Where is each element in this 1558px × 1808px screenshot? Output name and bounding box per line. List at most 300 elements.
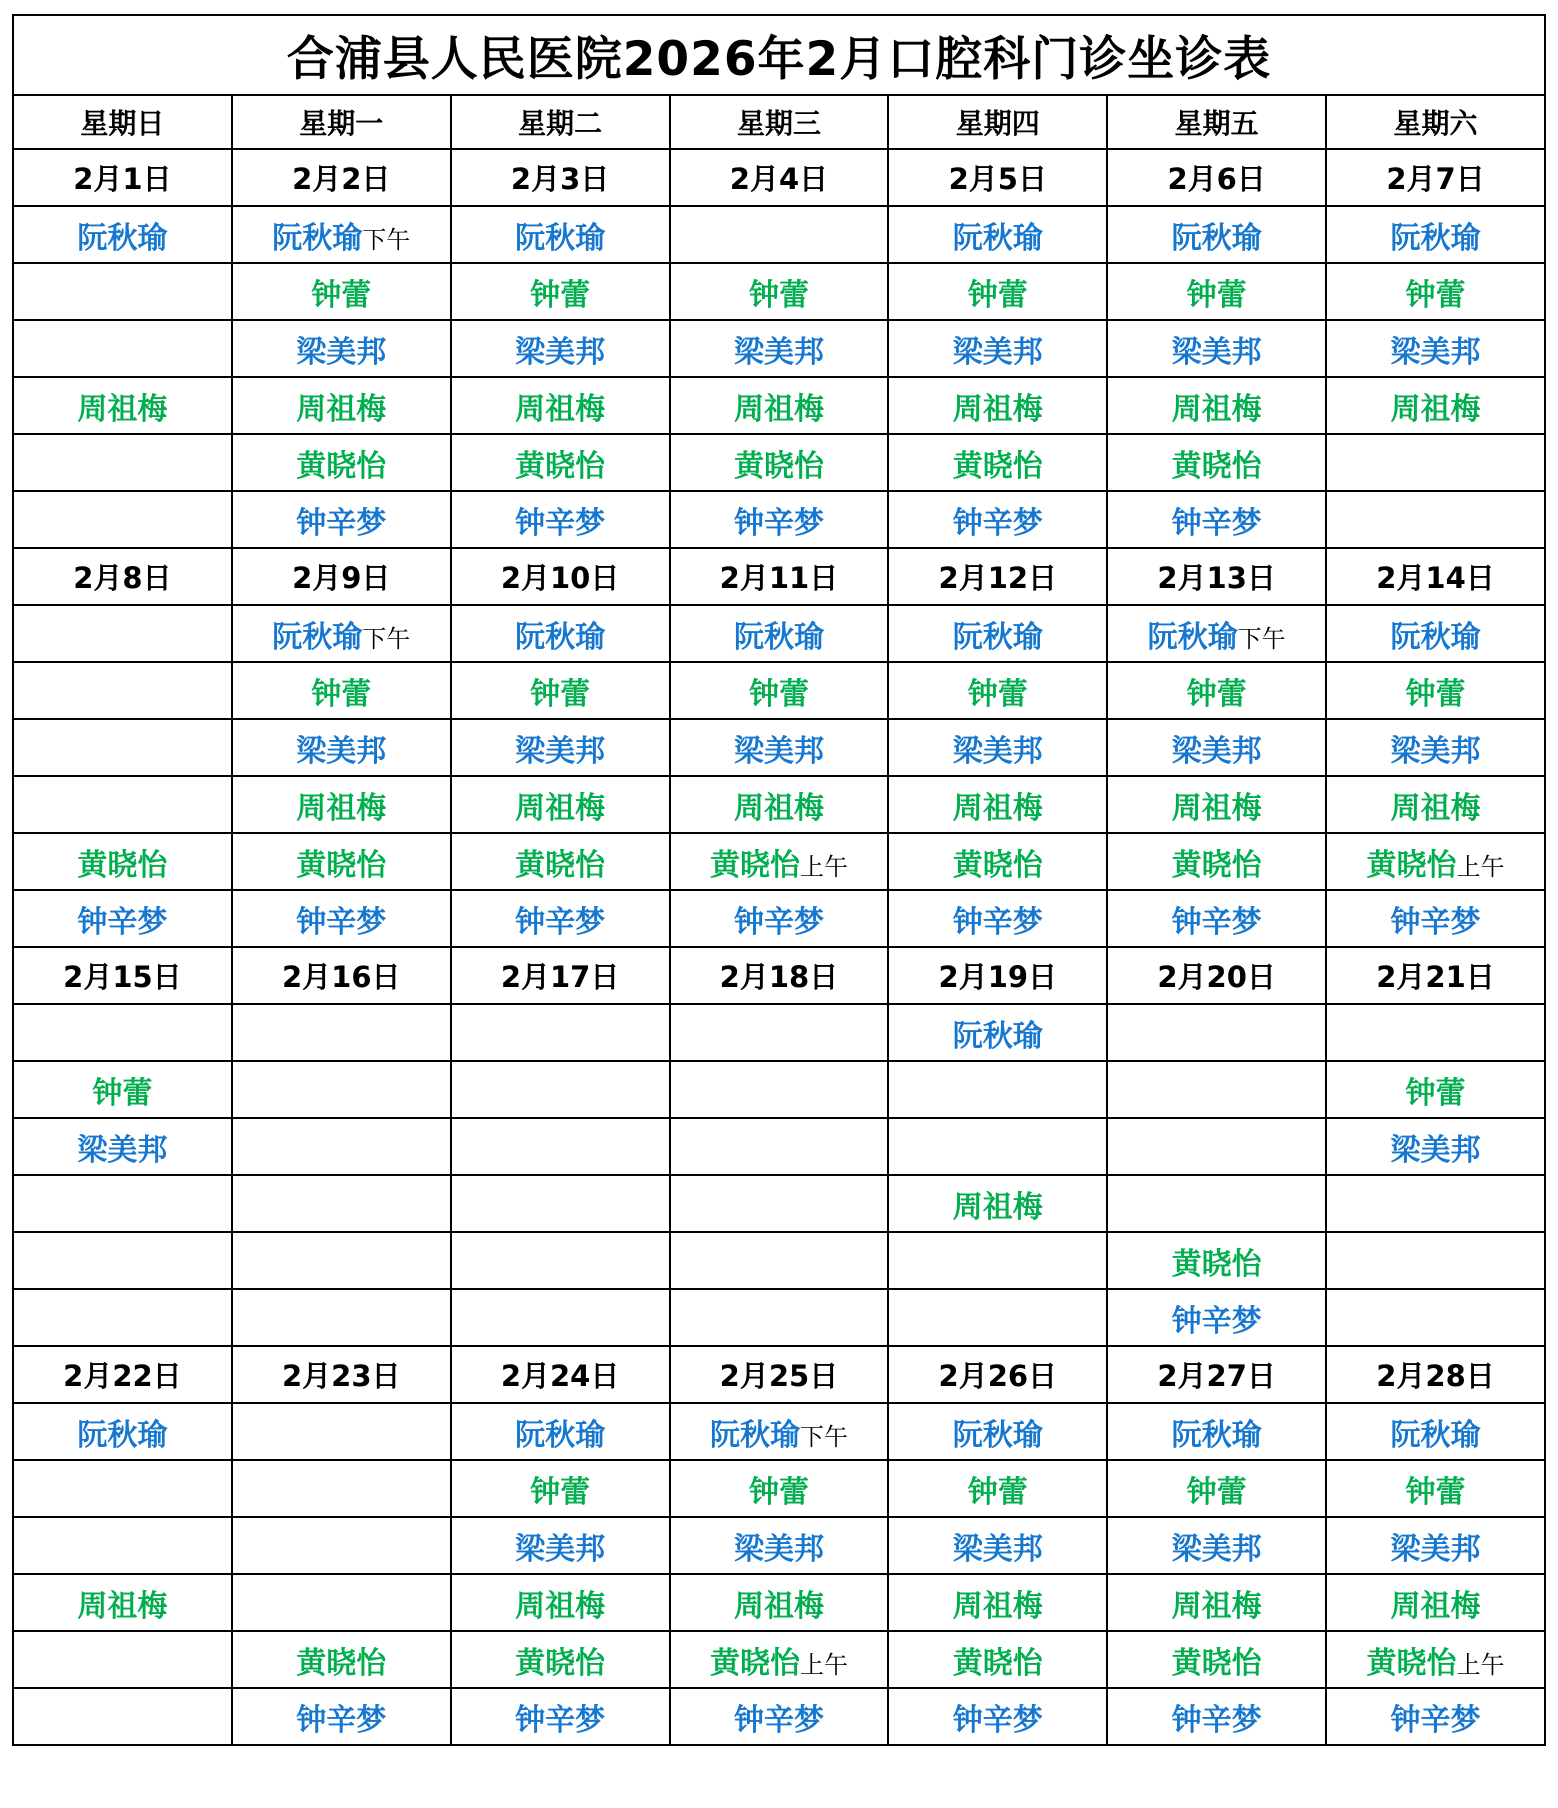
empty-cell <box>670 1118 889 1175</box>
doctor-name: 周祖梅 <box>952 1588 1043 1624</box>
doctor-name: 钟蕾 <box>530 277 591 313</box>
doctor-cell <box>1326 1460 1545 1517</box>
doctor-cell <box>888 434 1107 491</box>
doctor-name: 黄晓怡 <box>515 847 606 883</box>
doctor-cell <box>451 1574 670 1631</box>
doctor-cell <box>1326 1574 1545 1631</box>
doctor-name: 周祖梅 <box>952 1189 1043 1225</box>
doctor-name: 周祖梅 <box>1171 1588 1262 1624</box>
empty-cell <box>1107 1004 1326 1061</box>
date-cell: 2月15日 <box>13 947 232 1004</box>
doctor-name: 钟蕾 <box>311 277 372 313</box>
doctor-name: 黄晓怡 <box>296 1645 387 1681</box>
doctor-name: 周祖梅 <box>733 1588 824 1624</box>
doctor-cell <box>451 206 670 263</box>
date-cell: 2月28日 <box>1326 1346 1545 1403</box>
date-cell: 2月20日 <box>1107 947 1326 1004</box>
date-cell: 2月1日 <box>13 149 232 206</box>
doctor-cell <box>888 1517 1107 1574</box>
doctor-cell <box>232 719 451 776</box>
doctor-cell <box>670 1574 889 1631</box>
doctor-name: 梁美邦 <box>733 334 824 370</box>
doctor-name: 黄晓怡 <box>515 1645 606 1681</box>
doctor-name: 钟辛梦 <box>952 904 1043 940</box>
doctor-name: 周祖梅 <box>952 790 1043 826</box>
doctor-cell <box>670 605 889 662</box>
empty-cell <box>13 776 232 833</box>
doctor-cell <box>888 320 1107 377</box>
doctor-cell <box>232 833 451 890</box>
doctor-name: 阮秋瑜 <box>272 220 363 256</box>
doctor-cell <box>232 320 451 377</box>
doctor-name: 梁美邦 <box>952 334 1043 370</box>
doctor-name: 周祖梅 <box>1390 790 1481 826</box>
doctor-cell <box>670 263 889 320</box>
empty-cell <box>888 1289 1107 1346</box>
date-cell: 2月16日 <box>232 947 451 1004</box>
doctor-name: 钟蕾 <box>1186 676 1247 712</box>
doctor-name: 黄晓怡 <box>77 847 168 883</box>
doctor-name: 钟辛梦 <box>1171 1702 1262 1738</box>
weekday-header-wednesday: 星期三 <box>670 95 889 149</box>
doctor-name: 梁美邦 <box>1171 733 1262 769</box>
doctor-cell <box>1326 1631 1545 1688</box>
doctor-cell <box>670 776 889 833</box>
doctor-cell <box>1107 320 1326 377</box>
doctor-name: 黄晓怡 <box>952 1645 1043 1681</box>
doctor-name: 阮秋瑜 <box>515 220 606 256</box>
doctor-cell <box>1107 662 1326 719</box>
doctor-name: 阮秋瑜 <box>1390 1417 1481 1453</box>
doctor-name: 钟辛梦 <box>1171 505 1262 541</box>
doctor-cell <box>13 1574 232 1631</box>
session-label: 下午 <box>799 1422 848 1451</box>
empty-cell <box>232 1232 451 1289</box>
empty-cell <box>13 719 232 776</box>
doctor-cell <box>670 662 889 719</box>
doctor-name: 梁美邦 <box>515 1531 606 1567</box>
empty-cell <box>232 1574 451 1631</box>
doctor-name: 钟蕾 <box>1405 1075 1466 1111</box>
doctor-cell <box>451 1688 670 1745</box>
doctor-row <box>13 1118 1545 1175</box>
doctor-name: 钟蕾 <box>967 676 1028 712</box>
doctor-cell <box>1107 377 1326 434</box>
doctor-name: 周祖梅 <box>1171 391 1262 427</box>
empty-cell <box>13 491 232 548</box>
doctor-row <box>13 1574 1545 1631</box>
doctor-name: 梁美邦 <box>1390 1531 1481 1567</box>
doctor-row <box>13 1517 1545 1574</box>
doctor-cell <box>1326 263 1545 320</box>
doctor-row <box>13 776 1545 833</box>
doctor-name: 黄晓怡 <box>296 847 387 883</box>
doctor-name: 梁美邦 <box>296 334 387 370</box>
date-cell: 2月27日 <box>1107 1346 1326 1403</box>
doctor-name: 钟蕾 <box>311 676 372 712</box>
doctor-row <box>13 320 1545 377</box>
doctor-cell <box>888 890 1107 947</box>
doctor-cell <box>1107 1289 1326 1346</box>
doctor-name: 梁美邦 <box>1390 1132 1481 1168</box>
doctor-cell <box>670 320 889 377</box>
empty-cell <box>13 320 232 377</box>
doctor-cell <box>1326 377 1545 434</box>
doctor-cell <box>1326 605 1545 662</box>
doctor-row <box>13 1460 1545 1517</box>
doctor-cell <box>670 719 889 776</box>
session-label: 下午 <box>362 624 411 653</box>
doctor-name: 钟蕾 <box>748 277 809 313</box>
date-cell: 2月3日 <box>451 149 670 206</box>
doctor-name: 周祖梅 <box>515 790 606 826</box>
doctor-name: 阮秋瑜 <box>77 220 168 256</box>
doctor-row <box>13 1175 1545 1232</box>
doctor-cell <box>888 263 1107 320</box>
date-cell: 2月17日 <box>451 947 670 1004</box>
doctor-name: 钟辛梦 <box>733 1702 824 1738</box>
doctor-name: 钟辛梦 <box>733 904 824 940</box>
doctor-cell <box>232 1631 451 1688</box>
doctor-name: 周祖梅 <box>1171 790 1262 826</box>
doctor-name: 钟辛梦 <box>1171 1303 1262 1339</box>
session-label: 上午 <box>799 852 848 881</box>
doctor-name: 钟蕾 <box>967 277 1028 313</box>
doctor-name: 周祖梅 <box>733 790 824 826</box>
doctor-row <box>13 1061 1545 1118</box>
doctor-name: 钟辛梦 <box>515 1702 606 1738</box>
doctor-cell <box>1326 719 1545 776</box>
doctor-name: 钟蕾 <box>1186 277 1247 313</box>
date-cell: 2月24日 <box>451 1346 670 1403</box>
doctor-cell <box>451 1403 670 1460</box>
doctor-name: 阮秋瑜 <box>515 619 606 655</box>
doctor-cell <box>1326 776 1545 833</box>
empty-cell <box>232 1061 451 1118</box>
date-cell: 2月7日 <box>1326 149 1545 206</box>
doctor-cell <box>670 1460 889 1517</box>
doctor-cell <box>888 662 1107 719</box>
doctor-name: 梁美邦 <box>296 733 387 769</box>
doctor-cell <box>1326 206 1545 263</box>
schedule-body <box>13 149 1545 1745</box>
empty-cell <box>232 1460 451 1517</box>
doctor-cell <box>1107 833 1326 890</box>
doctor-cell <box>888 1175 1107 1232</box>
doctor-cell <box>888 1403 1107 1460</box>
empty-cell <box>670 1061 889 1118</box>
empty-cell <box>1326 434 1545 491</box>
doctor-cell <box>1326 1403 1545 1460</box>
doctor-cell <box>451 890 670 947</box>
doctor-cell <box>1107 263 1326 320</box>
doctor-cell <box>1326 890 1545 947</box>
doctor-cell <box>670 1517 889 1574</box>
doctor-cell <box>1107 1688 1326 1745</box>
doctor-cell <box>1107 1403 1326 1460</box>
doctor-cell <box>1107 206 1326 263</box>
doctor-name: 梁美邦 <box>1171 334 1262 370</box>
weekday-header-tuesday: 星期二 <box>451 95 670 149</box>
doctor-cell <box>1107 434 1326 491</box>
doctor-cell <box>451 776 670 833</box>
doctor-cell <box>232 776 451 833</box>
doctor-name: 钟蕾 <box>967 1474 1028 1510</box>
doctor-name: 钟辛梦 <box>952 505 1043 541</box>
doctor-name: 阮秋瑜 <box>515 1417 606 1453</box>
doctor-cell <box>1107 1631 1326 1688</box>
doctor-cell <box>888 206 1107 263</box>
doctor-cell <box>451 491 670 548</box>
doctor-cell <box>1326 833 1545 890</box>
empty-cell <box>451 1175 670 1232</box>
doctor-name: 黄晓怡 <box>709 847 800 883</box>
date-cell: 2月13日 <box>1107 548 1326 605</box>
session-label: 上午 <box>1456 852 1505 881</box>
date-row <box>13 548 1545 605</box>
date-cell: 2月9日 <box>232 548 451 605</box>
doctor-name: 周祖梅 <box>1390 1588 1481 1624</box>
doctor-name: 梁美邦 <box>77 1132 168 1168</box>
doctor-name: 周祖梅 <box>952 391 1043 427</box>
empty-cell <box>232 1004 451 1061</box>
doctor-cell <box>670 1403 889 1460</box>
weekday-header-sunday: 星期日 <box>13 95 232 149</box>
doctor-cell <box>13 377 232 434</box>
empty-cell <box>13 605 232 662</box>
doctor-name: 梁美邦 <box>1390 334 1481 370</box>
doctor-cell <box>232 263 451 320</box>
doctor-name: 周祖梅 <box>1390 391 1481 427</box>
doctor-row <box>13 833 1545 890</box>
doctor-name: 阮秋瑜 <box>1147 619 1238 655</box>
date-row <box>13 1346 1545 1403</box>
doctor-cell <box>232 605 451 662</box>
doctor-name: 黄晓怡 <box>952 847 1043 883</box>
doctor-cell <box>1107 1460 1326 1517</box>
doctor-cell <box>670 377 889 434</box>
doctor-name: 钟蕾 <box>748 676 809 712</box>
doctor-cell <box>13 833 232 890</box>
empty-cell <box>1107 1061 1326 1118</box>
empty-cell <box>232 1175 451 1232</box>
empty-cell <box>13 1232 232 1289</box>
date-cell: 2月23日 <box>232 1346 451 1403</box>
empty-cell <box>451 1004 670 1061</box>
doctor-cell <box>451 605 670 662</box>
empty-cell <box>451 1232 670 1289</box>
empty-cell <box>888 1118 1107 1175</box>
doctor-cell <box>451 434 670 491</box>
doctor-name: 钟辛梦 <box>515 505 606 541</box>
title-row <box>13 15 1545 95</box>
doctor-cell <box>451 377 670 434</box>
doctor-name: 钟蕾 <box>530 1474 591 1510</box>
doctor-name: 钟辛梦 <box>1390 904 1481 940</box>
doctor-cell <box>232 1688 451 1745</box>
doctor-cell <box>451 320 670 377</box>
doctor-cell <box>888 1004 1107 1061</box>
date-cell: 2月25日 <box>670 1346 889 1403</box>
date-cell: 2月2日 <box>232 149 451 206</box>
doctor-cell <box>451 833 670 890</box>
doctor-name: 钟蕾 <box>1405 676 1466 712</box>
empty-cell <box>13 1289 232 1346</box>
doctor-cell <box>232 206 451 263</box>
doctor-row <box>13 1688 1545 1745</box>
empty-cell <box>13 1460 232 1517</box>
empty-cell <box>13 434 232 491</box>
empty-cell <box>670 1289 889 1346</box>
doctor-name: 黄晓怡 <box>709 1645 800 1681</box>
doctor-name: 阮秋瑜 <box>952 619 1043 655</box>
weekday-header-saturday: 星期六 <box>1326 95 1545 149</box>
doctor-name: 黄晓怡 <box>733 448 824 484</box>
weekday-header-monday: 星期一 <box>232 95 451 149</box>
doctor-cell <box>1107 776 1326 833</box>
empty-cell <box>1107 1118 1326 1175</box>
doctor-row <box>13 263 1545 320</box>
doctor-name: 周祖梅 <box>733 391 824 427</box>
date-cell: 2月11日 <box>670 548 889 605</box>
doctor-name: 周祖梅 <box>77 1588 168 1624</box>
doctor-cell <box>1326 1688 1545 1745</box>
session-label: 上午 <box>1456 1650 1505 1679</box>
doctor-cell <box>670 491 889 548</box>
doctor-cell <box>13 1118 232 1175</box>
empty-cell <box>13 1004 232 1061</box>
doctor-cell <box>1107 1574 1326 1631</box>
doctor-name: 黄晓怡 <box>1171 448 1262 484</box>
doctor-cell <box>451 719 670 776</box>
doctor-name: 钟蕾 <box>92 1075 153 1111</box>
doctor-name: 梁美邦 <box>733 1531 824 1567</box>
doctor-cell <box>13 206 232 263</box>
doctor-cell <box>888 1688 1107 1745</box>
doctor-name: 阮秋瑜 <box>952 220 1043 256</box>
doctor-name: 钟辛梦 <box>296 505 387 541</box>
doctor-name: 阮秋瑜 <box>272 619 363 655</box>
doctor-row <box>13 206 1545 263</box>
date-cell: 2月10日 <box>451 548 670 605</box>
doctor-row <box>13 1403 1545 1460</box>
doctor-name: 钟蕾 <box>1405 1474 1466 1510</box>
doctor-name: 周祖梅 <box>515 1588 606 1624</box>
doctor-name: 梁美邦 <box>952 733 1043 769</box>
empty-cell <box>670 1232 889 1289</box>
doctor-name: 梁美邦 <box>1171 1531 1262 1567</box>
doctor-row <box>13 377 1545 434</box>
doctor-row <box>13 1004 1545 1061</box>
schedule-table <box>12 14 1546 1746</box>
doctor-name: 阮秋瑜 <box>1390 220 1481 256</box>
session-label: 下午 <box>1237 624 1286 653</box>
doctor-name: 钟蕾 <box>748 1474 809 1510</box>
doctor-name: 梁美邦 <box>1390 733 1481 769</box>
doctor-row <box>13 890 1545 947</box>
doctor-cell <box>1107 719 1326 776</box>
doctor-cell <box>670 434 889 491</box>
doctor-cell <box>1326 1118 1545 1175</box>
doctor-cell <box>1107 1232 1326 1289</box>
doctor-cell <box>451 1460 670 1517</box>
doctor-cell <box>888 1460 1107 1517</box>
doctor-cell <box>451 263 670 320</box>
empty-cell <box>888 1232 1107 1289</box>
doctor-cell <box>232 434 451 491</box>
empty-cell <box>670 1175 889 1232</box>
doctor-name: 黄晓怡 <box>296 448 387 484</box>
doctor-name: 周祖梅 <box>296 790 387 826</box>
doctor-row <box>13 1289 1545 1346</box>
doctor-cell <box>888 491 1107 548</box>
doctor-cell <box>888 1631 1107 1688</box>
doctor-cell <box>13 890 232 947</box>
doctor-cell <box>451 662 670 719</box>
empty-cell <box>670 206 889 263</box>
date-cell: 2月19日 <box>888 947 1107 1004</box>
date-cell: 2月21日 <box>1326 947 1545 1004</box>
doctor-cell <box>451 1631 670 1688</box>
doctor-name: 钟辛梦 <box>515 904 606 940</box>
date-cell: 2月6日 <box>1107 149 1326 206</box>
doctor-cell <box>232 491 451 548</box>
doctor-name: 钟辛梦 <box>296 1702 387 1738</box>
doctor-cell <box>1107 890 1326 947</box>
doctor-row <box>13 491 1545 548</box>
empty-cell <box>13 1517 232 1574</box>
doctor-name: 钟辛梦 <box>77 904 168 940</box>
doctor-cell <box>670 1688 889 1745</box>
doctor-name: 梁美邦 <box>515 733 606 769</box>
doctor-name: 黄晓怡 <box>1366 1645 1457 1681</box>
doctor-cell <box>232 890 451 947</box>
empty-cell <box>13 662 232 719</box>
doctor-cell <box>1326 1517 1545 1574</box>
doctor-cell <box>451 1517 670 1574</box>
doctor-cell <box>888 377 1107 434</box>
doctor-name: 黄晓怡 <box>1171 847 1262 883</box>
date-cell: 2月8日 <box>13 548 232 605</box>
doctor-name: 阮秋瑜 <box>77 1417 168 1453</box>
session-label: 下午 <box>362 225 411 254</box>
date-cell: 2月26日 <box>888 1346 1107 1403</box>
doctor-name: 钟辛梦 <box>952 1702 1043 1738</box>
doctor-cell <box>888 776 1107 833</box>
doctor-name: 黄晓怡 <box>952 448 1043 484</box>
doctor-name: 黄晓怡 <box>1171 1645 1262 1681</box>
date-row <box>13 149 1545 206</box>
doctor-name: 钟辛梦 <box>1171 904 1262 940</box>
doctor-cell <box>888 833 1107 890</box>
doctor-cell <box>1107 605 1326 662</box>
doctor-name: 阮秋瑜 <box>952 1018 1043 1054</box>
doctor-name: 梁美邦 <box>515 334 606 370</box>
empty-cell <box>888 1061 1107 1118</box>
doctor-name: 钟蕾 <box>1405 277 1466 313</box>
doctor-row <box>13 605 1545 662</box>
doctor-row <box>13 719 1545 776</box>
date-cell: 2月5日 <box>888 149 1107 206</box>
doctor-cell <box>1107 491 1326 548</box>
empty-cell <box>232 1403 451 1460</box>
empty-cell <box>1326 1175 1545 1232</box>
doctor-name: 钟辛梦 <box>1390 1702 1481 1738</box>
doctor-cell <box>1107 1517 1326 1574</box>
doctor-name: 阮秋瑜 <box>1171 1417 1262 1453</box>
doctor-name: 梁美邦 <box>733 733 824 769</box>
doctor-name: 阮秋瑜 <box>709 1417 800 1453</box>
